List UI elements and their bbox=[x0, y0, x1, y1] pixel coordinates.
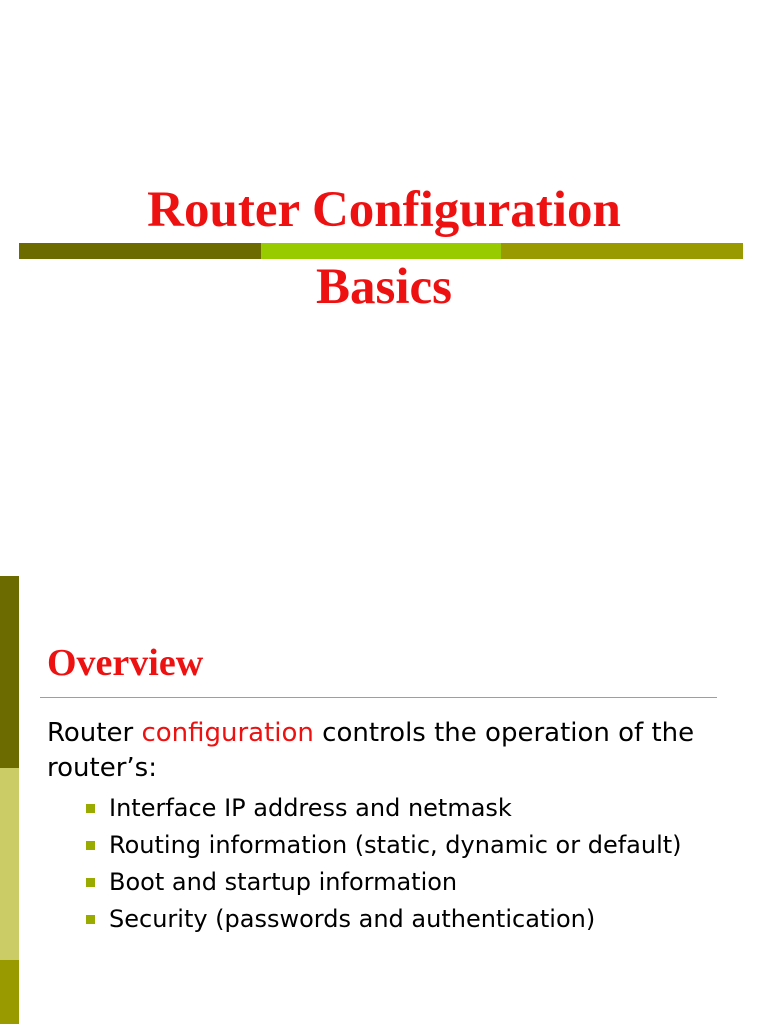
overview-slide bbox=[0, 576, 768, 1024]
bullet-square-icon bbox=[86, 915, 95, 924]
bullet-text: Security (passwords and authentication) bbox=[109, 905, 596, 933]
side-bar-light bbox=[0, 768, 19, 960]
slide-separator bbox=[0, 560, 768, 576]
bullet-square-icon bbox=[86, 878, 95, 887]
bullet-list bbox=[86, 793, 726, 941]
bullet-square-icon bbox=[86, 841, 95, 850]
slide-title-line-2: Basics bbox=[315, 259, 453, 315]
bullet-item bbox=[86, 830, 726, 860]
bullet-item bbox=[86, 793, 726, 823]
decorative-bar-lime bbox=[261, 243, 501, 259]
intro-text-end: controls the operation of the router’s: bbox=[47, 718, 695, 783]
side-bar-olive bbox=[0, 960, 19, 1024]
bullet-text: Boot and startup information bbox=[109, 868, 458, 896]
bullet-item bbox=[86, 867, 726, 897]
decorative-bar-olive bbox=[501, 243, 743, 259]
intro-text-start: Router bbox=[47, 718, 142, 748]
side-bar-dark bbox=[0, 576, 19, 768]
bullet-text: Interface IP address and netmask bbox=[109, 794, 512, 822]
decorative-bar-dark bbox=[19, 243, 261, 259]
bullet-text: Routing information (static, dynamic or default) bbox=[109, 831, 682, 859]
heading-rule bbox=[40, 697, 717, 698]
bullet-item bbox=[86, 904, 726, 934]
overview-heading: Overview bbox=[47, 642, 204, 684]
intro-highlight: configuration bbox=[141, 718, 314, 748]
intro-paragraph bbox=[47, 716, 737, 786]
slide-title-line-1: Router Configuration bbox=[147, 182, 621, 238]
bullet-square-icon bbox=[86, 804, 95, 813]
